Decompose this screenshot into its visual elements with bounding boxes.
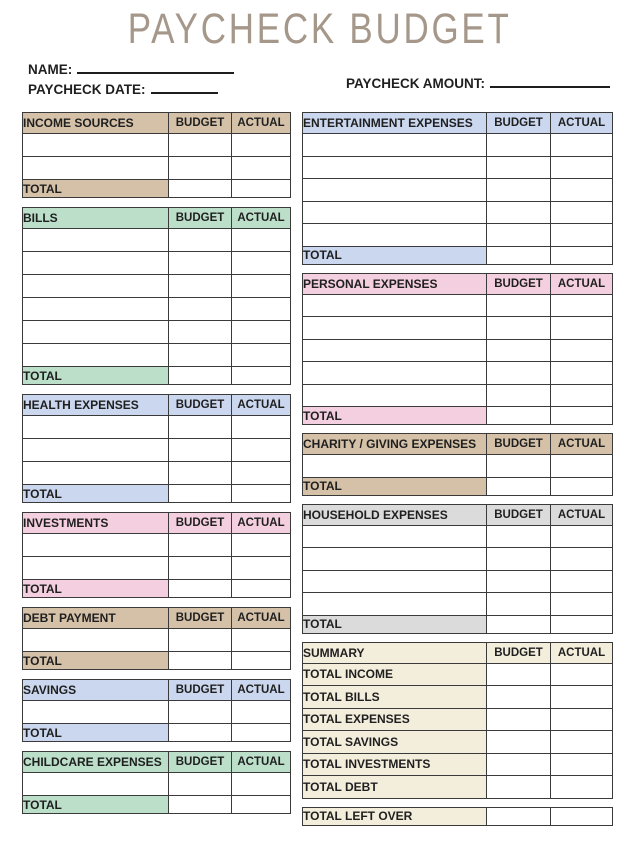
personal-expenses-total-label: TOTAL	[303, 407, 487, 425]
charity-giving-expenses-total-actual-cell[interactable]	[551, 477, 613, 495]
entertainment-expenses-row-5-label-cell[interactable]	[303, 224, 487, 247]
bills-row-1-actual-cell[interactable]	[232, 229, 291, 252]
investments-total-label: TOTAL	[23, 580, 169, 598]
personal-expenses-row-3-actual-cell[interactable]	[551, 339, 613, 362]
household-expenses-row-4-actual-cell[interactable]	[551, 593, 613, 616]
bills-row-4-label-cell[interactable]	[23, 298, 169, 321]
income-sources-row-2-actual-cell[interactable]	[232, 157, 291, 180]
entertainment-expenses-section-title: ENTERTAINMENT EXPENSES	[303, 113, 487, 134]
debt-payment-total-actual-cell[interactable]	[232, 652, 291, 670]
bills-row-5-budget-cell[interactable]	[169, 321, 232, 344]
health-expenses-total-label: TOTAL	[23, 485, 169, 503]
summary-total-investments-actual-cell[interactable]	[551, 753, 613, 776]
personal-expenses-row-4-actual-cell[interactable]	[551, 362, 613, 385]
debt-payment-total-budget-cell[interactable]	[169, 652, 232, 670]
income-sources-row-1-budget-cell[interactable]	[169, 134, 232, 157]
household-expenses-total-budget-cell[interactable]	[487, 615, 551, 633]
bills-row-6-actual-cell[interactable]	[232, 344, 291, 367]
bills-row-5-label-cell[interactable]	[23, 321, 169, 344]
entertainment-expenses-row-5-budget-cell[interactable]	[487, 224, 551, 247]
entertainment-expenses-row-2-actual-cell[interactable]	[551, 156, 613, 179]
childcare-expenses-total-label: TOTAL	[23, 796, 169, 814]
debt-payment-table	[22, 607, 291, 670]
bills-row-2-actual-cell[interactable]	[232, 252, 291, 275]
health-expenses-actual-column-header: ACTUAL	[232, 395, 291, 416]
entertainment-expenses-budget-column-header: BUDGET	[487, 113, 551, 134]
entertainment-expenses-total-actual-cell[interactable]	[551, 246, 613, 264]
personal-expenses-row-3-label-cell[interactable]	[303, 339, 487, 362]
savings-total-label: TOTAL	[23, 724, 169, 742]
personal-expenses-row-2-label-cell[interactable]	[303, 317, 487, 340]
charity-giving-expenses-total-label: TOTAL	[303, 477, 487, 495]
health-expenses-row-3-actual-cell[interactable]	[232, 462, 291, 485]
charity-giving-expenses-table	[302, 433, 613, 496]
investments-row-2-actual-cell[interactable]	[232, 557, 291, 580]
income-sources-total-actual-cell[interactable]	[232, 180, 291, 198]
investments-row-1-actual-cell[interactable]	[232, 534, 291, 557]
bills-row-5-actual-cell[interactable]	[232, 321, 291, 344]
name-label: NAME:	[28, 62, 73, 77]
summary-total-expenses-actual-cell[interactable]	[551, 708, 613, 731]
debt-payment-budget-column-header: BUDGET	[169, 608, 232, 629]
summary-actual-column-header: ACTUAL	[551, 642, 613, 663]
bills-row-1-label-cell[interactable]	[23, 229, 169, 252]
household-expenses-row-2-budget-cell[interactable]	[487, 548, 551, 571]
personal-expenses-total-actual-cell[interactable]	[551, 407, 613, 425]
total-left-over-table	[302, 807, 613, 826]
household-expenses-row-3-budget-cell[interactable]	[487, 570, 551, 593]
household-expenses-row-4-budget-cell[interactable]	[487, 593, 551, 616]
childcare-expenses-row-1-budget-cell[interactable]	[169, 773, 232, 796]
bills-total-budget-cell[interactable]	[169, 367, 232, 385]
income-sources-section-title: INCOME SOURCES	[23, 113, 169, 134]
health-expenses-row-3-budget-cell[interactable]	[169, 462, 232, 485]
household-expenses-table	[302, 504, 613, 634]
bills-row-2-label-cell[interactable]	[23, 252, 169, 275]
paycheck-amount-field	[346, 75, 610, 91]
investments-row-1-budget-cell[interactable]	[169, 534, 232, 557]
charity-giving-expenses-row-1-label-cell[interactable]	[303, 455, 487, 478]
bills-total-label: TOTAL	[23, 367, 169, 385]
charity-giving-expenses-section-title: CHARITY / GIVING EXPENSES	[303, 434, 487, 455]
childcare-expenses-row-1-actual-cell[interactable]	[232, 773, 291, 796]
health-expenses-row-2-actual-cell[interactable]	[232, 439, 291, 462]
health-expenses-budget-column-header: BUDGET	[169, 395, 232, 416]
personal-expenses-row-1-label-cell[interactable]	[303, 294, 487, 317]
childcare-expenses-table	[22, 751, 291, 814]
personal-expenses-budget-column-header: BUDGET	[487, 273, 551, 294]
personal-expenses-section-title: PERSONAL EXPENSES	[303, 273, 487, 294]
right-column	[302, 112, 612, 834]
savings-total-budget-cell[interactable]	[169, 724, 232, 742]
income-sources-row-2-budget-cell[interactable]	[169, 157, 232, 180]
personal-expenses-row-5-budget-cell[interactable]	[487, 384, 551, 407]
entertainment-expenses-row-1-label-cell[interactable]	[303, 134, 487, 157]
entertainment-expenses-total-label: TOTAL	[303, 246, 487, 264]
summary-budget-column-header: BUDGET	[487, 642, 551, 663]
bills-row-3-budget-cell[interactable]	[169, 275, 232, 298]
personal-expenses-actual-column-header: ACTUAL	[551, 273, 613, 294]
bills-row-4-budget-cell[interactable]	[169, 298, 232, 321]
name-input-line[interactable]	[77, 61, 234, 74]
household-expenses-row-3-label-cell[interactable]	[303, 570, 487, 593]
health-expenses-total-actual-cell[interactable]	[232, 485, 291, 503]
summary-total-savings-budget-cell[interactable]	[487, 731, 551, 754]
name-field	[28, 61, 234, 77]
health-expenses-table	[22, 394, 291, 503]
childcare-expenses-budget-column-header: BUDGET	[169, 752, 232, 773]
household-expenses-total-actual-cell[interactable]	[551, 615, 613, 633]
summary-total-income-label: TOTAL INCOME	[303, 663, 487, 686]
summary-total-savings-actual-cell[interactable]	[551, 731, 613, 754]
entertainment-expenses-row-2-label-cell[interactable]	[303, 156, 487, 179]
entertainment-expenses-row-5-actual-cell[interactable]	[551, 224, 613, 247]
bills-table	[22, 207, 291, 385]
summary-total-income-budget-cell[interactable]	[487, 663, 551, 686]
savings-table	[22, 679, 291, 742]
bills-row-3-actual-cell[interactable]	[232, 275, 291, 298]
income-sources-row-2-label-cell[interactable]	[23, 157, 169, 180]
health-expenses-section-title: HEALTH EXPENSES	[23, 395, 169, 416]
total-left-over-budget-cell[interactable]	[487, 807, 551, 825]
debt-payment-section-title: DEBT PAYMENT	[23, 608, 169, 629]
income-sources-row-1-label-cell[interactable]	[23, 134, 169, 157]
summary-total-debt-budget-cell[interactable]	[487, 776, 551, 799]
summary-total-investments-budget-cell[interactable]	[487, 753, 551, 776]
bills-row-4-actual-cell[interactable]	[232, 298, 291, 321]
personal-expenses-row-3-budget-cell[interactable]	[487, 339, 551, 362]
investments-table	[22, 512, 291, 598]
income-sources-table	[22, 112, 291, 198]
entertainment-expenses-total-budget-cell[interactable]	[487, 246, 551, 264]
bills-total-actual-cell[interactable]	[232, 367, 291, 385]
childcare-expenses-total-budget-cell[interactable]	[169, 796, 232, 814]
charity-giving-expenses-actual-column-header: ACTUAL	[551, 434, 613, 455]
entertainment-expenses-row-4-budget-cell[interactable]	[487, 201, 551, 224]
health-expenses-row-2-budget-cell[interactable]	[169, 439, 232, 462]
debt-payment-row-1-budget-cell[interactable]	[169, 629, 232, 652]
household-expenses-budget-column-header: BUDGET	[487, 504, 551, 525]
childcare-expenses-total-actual-cell[interactable]	[232, 796, 291, 814]
bills-section-title: BILLS	[23, 208, 169, 229]
health-expenses-row-3-label-cell[interactable]	[23, 462, 169, 485]
personal-expenses-row-5-actual-cell[interactable]	[551, 384, 613, 407]
summary-total-bills-budget-cell[interactable]	[487, 686, 551, 709]
debt-payment-actual-column-header: ACTUAL	[232, 608, 291, 629]
entertainment-expenses-row-2-budget-cell[interactable]	[487, 156, 551, 179]
income-sources-budget-column-header: BUDGET	[169, 113, 232, 134]
income-sources-total-budget-cell[interactable]	[169, 180, 232, 198]
savings-row-1-actual-cell[interactable]	[232, 701, 291, 724]
personal-expenses-row-4-budget-cell[interactable]	[487, 362, 551, 385]
household-expenses-row-1-actual-cell[interactable]	[551, 525, 613, 548]
health-expenses-row-2-label-cell[interactable]	[23, 439, 169, 462]
entertainment-expenses-row-3-actual-cell[interactable]	[551, 179, 613, 202]
health-expenses-total-budget-cell[interactable]	[169, 485, 232, 503]
personal-expenses-row-5-label-cell[interactable]	[303, 384, 487, 407]
paycheck-date-label: PAYCHECK DATE:	[28, 82, 146, 97]
investments-section-title: INVESTMENTS	[23, 513, 169, 534]
charity-giving-expenses-budget-column-header: BUDGET	[487, 434, 551, 455]
investments-row-1-label-cell[interactable]	[23, 534, 169, 557]
household-expenses-section-title: HOUSEHOLD EXPENSES	[303, 504, 487, 525]
personal-expenses-total-budget-cell[interactable]	[487, 407, 551, 425]
health-expenses-row-1-label-cell[interactable]	[23, 416, 169, 439]
summary-total-expenses-budget-cell[interactable]	[487, 708, 551, 731]
income-sources-row-1-actual-cell[interactable]	[232, 134, 291, 157]
personal-expenses-row-2-budget-cell[interactable]	[487, 317, 551, 340]
household-expenses-actual-column-header: ACTUAL	[551, 504, 613, 525]
household-expenses-row-2-actual-cell[interactable]	[551, 548, 613, 571]
bills-row-3-label-cell[interactable]	[23, 275, 169, 298]
charity-giving-expenses-row-1-budget-cell[interactable]	[487, 455, 551, 478]
savings-actual-column-header: ACTUAL	[232, 680, 291, 701]
summary-table	[302, 642, 613, 799]
bills-row-6-label-cell[interactable]	[23, 344, 169, 367]
summary-total-investments-label: TOTAL INVESTMENTS	[303, 753, 487, 776]
entertainment-expenses-row-1-actual-cell[interactable]	[551, 134, 613, 157]
paycheck-date-field	[28, 81, 218, 97]
income-sources-actual-column-header: ACTUAL	[232, 113, 291, 134]
summary-total-debt-actual-cell[interactable]	[551, 776, 613, 799]
entertainment-expenses-row-4-actual-cell[interactable]	[551, 201, 613, 224]
income-sources-total-label: TOTAL	[23, 180, 169, 198]
entertainment-expenses-row-3-budget-cell[interactable]	[487, 179, 551, 202]
entertainment-expenses-table	[302, 112, 613, 265]
summary-total-bills-label: TOTAL BILLS	[303, 686, 487, 709]
childcare-expenses-row-1-label-cell[interactable]	[23, 773, 169, 796]
investments-budget-column-header: BUDGET	[169, 513, 232, 534]
summary-total-income-actual-cell[interactable]	[551, 663, 613, 686]
household-expenses-total-label: TOTAL	[303, 615, 487, 633]
personal-expenses-row-4-label-cell[interactable]	[303, 362, 487, 385]
personal-expenses-row-1-actual-cell[interactable]	[551, 294, 613, 317]
bills-actual-column-header: ACTUAL	[232, 208, 291, 229]
bills-row-2-budget-cell[interactable]	[169, 252, 232, 275]
savings-total-actual-cell[interactable]	[232, 724, 291, 742]
debt-payment-total-label: TOTAL	[23, 652, 169, 670]
investments-row-2-label-cell[interactable]	[23, 557, 169, 580]
summary-total-savings-label: TOTAL SAVINGS	[303, 731, 487, 754]
summary-total-debt-label: TOTAL DEBT	[303, 776, 487, 799]
household-expenses-row-4-label-cell[interactable]	[303, 593, 487, 616]
page-title-text: PAYCHECK BUDGET	[128, 6, 512, 54]
savings-row-1-budget-cell[interactable]	[169, 701, 232, 724]
page-title	[0, 6, 640, 54]
savings-budget-column-header: BUDGET	[169, 680, 232, 701]
household-expenses-row-2-label-cell[interactable]	[303, 548, 487, 571]
investments-row-2-budget-cell[interactable]	[169, 557, 232, 580]
entertainment-expenses-row-4-label-cell[interactable]	[303, 201, 487, 224]
bills-row-1-budget-cell[interactable]	[169, 229, 232, 252]
entertainment-expenses-actual-column-header: ACTUAL	[551, 113, 613, 134]
paycheck-amount-label: PAYCHECK AMOUNT:	[346, 76, 486, 91]
personal-expenses-row-2-actual-cell[interactable]	[551, 317, 613, 340]
total-left-over-actual-cell[interactable]	[551, 807, 613, 825]
household-expenses-row-1-budget-cell[interactable]	[487, 525, 551, 548]
investments-actual-column-header: ACTUAL	[232, 513, 291, 534]
household-expenses-row-3-actual-cell[interactable]	[551, 570, 613, 593]
summary-total-expenses-label: TOTAL EXPENSES	[303, 708, 487, 731]
paycheck-date-input-line[interactable]	[151, 81, 218, 94]
savings-section-title: SAVINGS	[23, 680, 169, 701]
personal-expenses-table	[302, 273, 613, 426]
left-column	[22, 112, 290, 823]
childcare-expenses-section-title: CHILDCARE EXPENSES	[23, 752, 169, 773]
debt-payment-row-1-actual-cell[interactable]	[232, 629, 291, 652]
savings-row-1-label-cell[interactable]	[23, 701, 169, 724]
summary-section-title: SUMMARY	[303, 642, 487, 663]
household-expenses-row-1-label-cell[interactable]	[303, 525, 487, 548]
bills-row-6-budget-cell[interactable]	[169, 344, 232, 367]
investments-total-budget-cell[interactable]	[169, 580, 232, 598]
charity-giving-expenses-row-1-actual-cell[interactable]	[551, 455, 613, 478]
childcare-expenses-actual-column-header: ACTUAL	[232, 752, 291, 773]
debt-payment-row-1-label-cell[interactable]	[23, 629, 169, 652]
entertainment-expenses-row-1-budget-cell[interactable]	[487, 134, 551, 157]
paycheck-amount-input-line[interactable]	[490, 75, 610, 88]
total-left-over-label: TOTAL LEFT OVER	[303, 807, 487, 825]
health-expenses-row-1-actual-cell[interactable]	[232, 416, 291, 439]
health-expenses-row-1-budget-cell[interactable]	[169, 416, 232, 439]
personal-expenses-row-1-budget-cell[interactable]	[487, 294, 551, 317]
summary-total-bills-actual-cell[interactable]	[551, 686, 613, 709]
entertainment-expenses-row-3-label-cell[interactable]	[303, 179, 487, 202]
charity-giving-expenses-total-budget-cell[interactable]	[487, 477, 551, 495]
bills-budget-column-header: BUDGET	[169, 208, 232, 229]
investments-total-actual-cell[interactable]	[232, 580, 291, 598]
